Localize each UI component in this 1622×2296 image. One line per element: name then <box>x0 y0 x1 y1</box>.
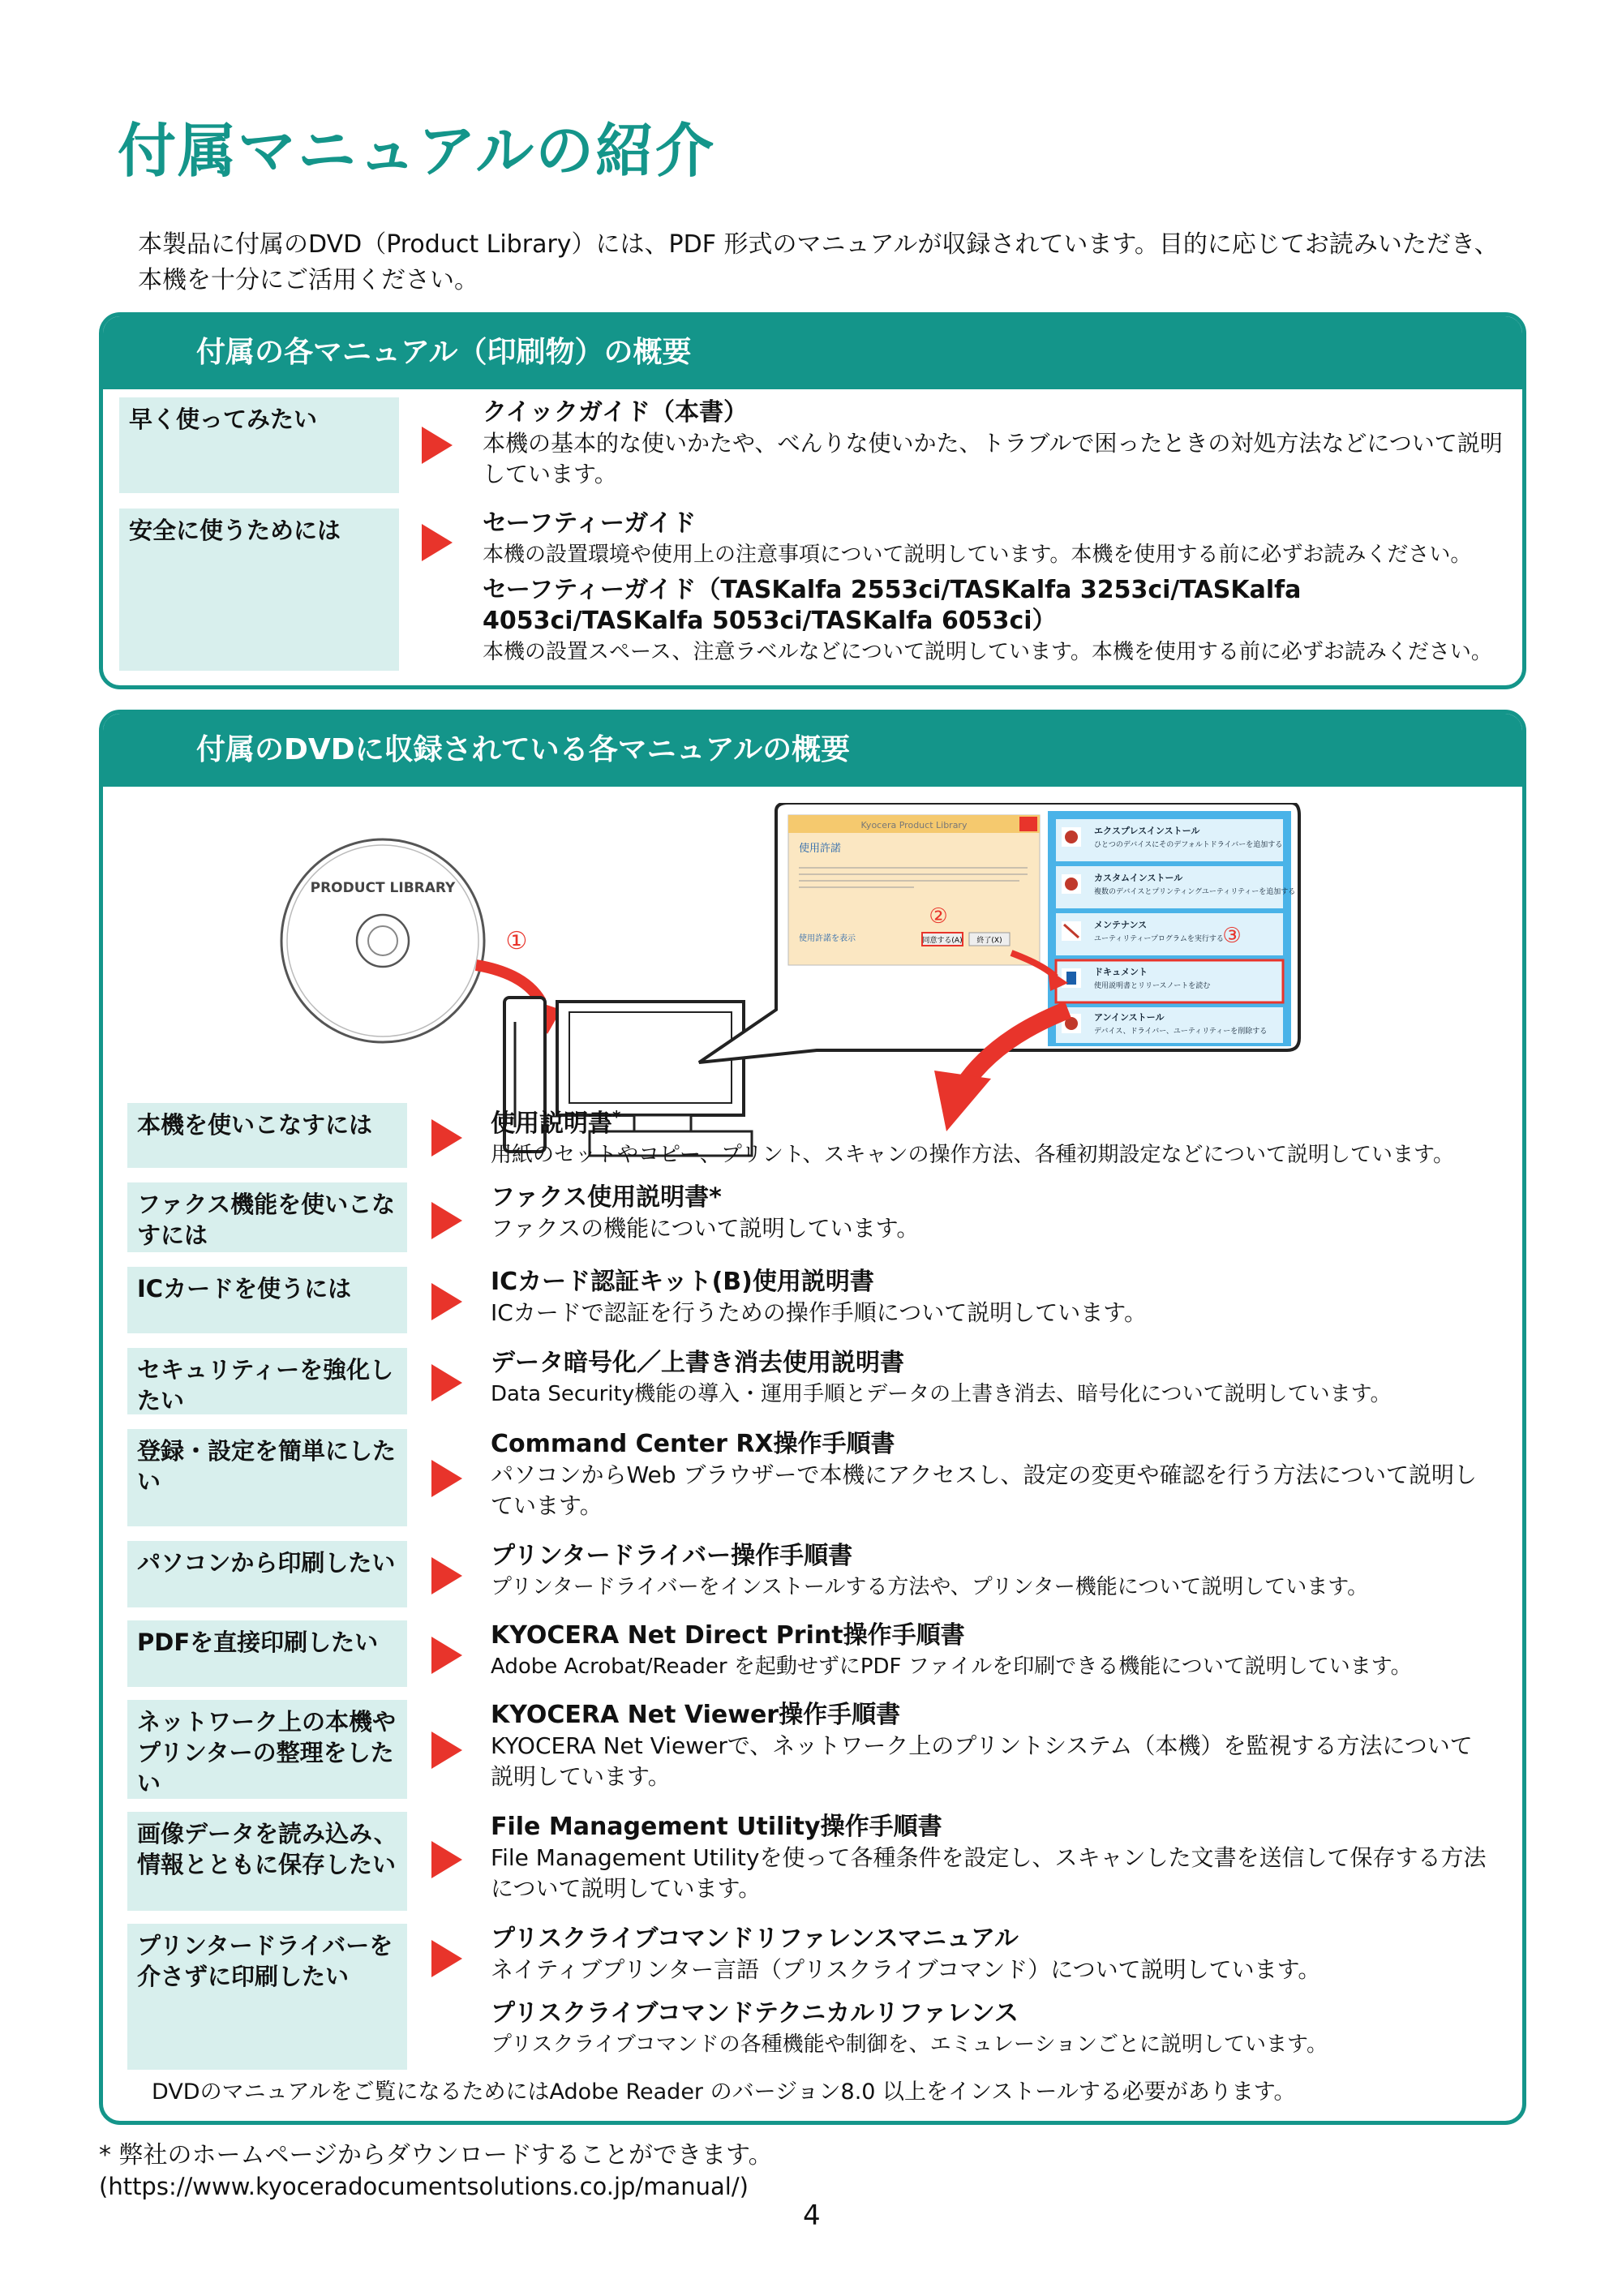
manual-title: KYOCERA Net Viewer操作手順書 <box>491 1701 901 1729</box>
svg-text:同意する(A): 同意する(A) <box>922 937 963 945</box>
manual-description: 用紙のセットやコピー、プリント、スキャンの操作方法、各種初期設定などについて説明しています。 <box>491 1143 1454 1167</box>
manual-description: プリンタードライバーをインストールする方法や、プリンター機能について説明しています。 <box>491 1575 1369 1599</box>
arrow-icon <box>431 1637 462 1674</box>
intro-text: 本製品に付属のDVD（Product Library）には、PDF 形式のマニュアルが収録されています。目的に応じてお読みいただき、本機を十分にご活用ください。 <box>138 230 1499 294</box>
manual-entry <box>491 1541 1517 1603</box>
manual-description: ファクスの機能について説明しています。 <box>491 1215 920 1242</box>
svg-text:アンインストール: アンインストール <box>1094 1012 1165 1023</box>
svg-text:②: ② <box>929 904 948 929</box>
dvd-disc-icon <box>281 839 484 1042</box>
manual-entry <box>491 1700 1480 1792</box>
manual-title: Command Center RX操作手順書 <box>491 1430 895 1458</box>
manual-title: プリスクライブコマンドリファレンスマニュアル <box>491 1925 1019 1953</box>
manual-description: Data Security機能の導入・運用手順とデータの上書き消去、暗号化について説明しています。 <box>491 1382 1392 1406</box>
manual-title: データ暗号化／上書き消去使用説明書 <box>491 1349 904 1377</box>
footnote-mark: * <box>612 1107 621 1127</box>
dvd-manuals-section <box>99 710 1526 2125</box>
manual-entry <box>483 397 1504 490</box>
svg-text:PRODUCT LIBRARY: PRODUCT LIBRARY <box>310 880 456 896</box>
manual-description: KYOCERA Net Viewerで、ネットワーク上のプリントシステム（本機）を監視する方法について説明しています。 <box>491 1732 1473 1790</box>
manual-entry <box>491 1182 1513 1244</box>
manual-description: Adobe Acrobat/Reader を起動せずにPDF ファイルを印刷できる機能について説明しています。 <box>491 1654 1412 1679</box>
svg-text:複数のデバイスとプリンティングユーティリティーを追加する: 複数のデバイスとプリンティングユーティリティーを追加する <box>1094 888 1296 896</box>
manual-description: File Management Utilityを使って各種条件を設定し、スキャンした文書を送信して保存する方法について説明しています。 <box>491 1844 1487 1902</box>
manual-entry <box>491 1812 1496 1904</box>
purpose-label: ICカードを使うには <box>127 1267 407 1333</box>
manual-title: KYOCERA Net Direct Print操作手順書 <box>491 1621 965 1650</box>
manual-entry <box>491 1101 1513 1170</box>
arrow-icon <box>431 1119 462 1157</box>
arrow-icon <box>431 1557 462 1594</box>
manual-description: パソコンからWeb ブラウザーで本機にアクセスし、設定の変更や確認を行う方法について説明しています。 <box>491 1461 1477 1519</box>
manual-title: ICカード認証キット(B)使用説明書 <box>491 1268 874 1296</box>
manual-description: ICカードで認証を行うための操作手順について説明しています。 <box>491 1299 1148 1326</box>
manual-entry <box>491 1348 1517 1410</box>
purpose-label: セキュリティーを強化したい <box>127 1348 407 1414</box>
manual-title: プリスクライブコマンドテクニカルリファレンス <box>491 1999 1019 2028</box>
manual-title: セーフティーガイド <box>483 509 697 538</box>
manual-title: ファクス使用説明書* <box>491 1183 722 1212</box>
manual-title: File Management Utility操作手順書 <box>491 1813 942 1841</box>
arrow-icon <box>431 1841 462 1878</box>
manual-title: プリンタードライバー操作手順書 <box>491 1542 853 1570</box>
manual-description: 本機の設置環境や使用上の注意事項について説明しています。本機を使用する前に必ずお読みください。 <box>483 543 1472 567</box>
purpose-label: ファクス機能を使いこなすには <box>127 1182 407 1252</box>
arrow-icon <box>431 1202 462 1239</box>
manual-title: 使用説明書* <box>491 1107 621 1138</box>
purpose-label: 本機を使いこなすには <box>127 1103 407 1168</box>
svg-text:エクスプレスインストール: エクスプレスインストール <box>1094 826 1200 836</box>
section-heading: 付属のDVDに収録されている各マニュアルの概要 <box>103 714 1522 787</box>
svg-text:終了(X): 終了(X) <box>976 937 1002 945</box>
purpose-label: ネットワーク上の本機やプリンターの整理をしたい <box>127 1700 407 1799</box>
manual-entry <box>491 1620 1517 1682</box>
svg-text:カスタムインストール: カスタムインストール <box>1094 873 1183 883</box>
svg-text:デバイス、ドライバー、ユーティリティーを削除する: デバイス、ドライバー、ユーティリティーを削除する <box>1094 1028 1268 1036</box>
manual-title: セーフティーガイド（TASKalfa 2553ci/TASKalfa 3253ci/TASKalfa 4053ci/TASKalfa 5053ci/TASKalfa 6053ci） <box>483 576 1302 635</box>
arrow-icon <box>431 1460 462 1497</box>
manual-entry <box>483 509 1513 667</box>
footnote-url: (https://www.kyoceradocumentsolutions.co.jp/manual/) <box>99 2173 749 2200</box>
svg-text:Kyocera Product Library: Kyocera Product Library <box>860 820 968 830</box>
svg-text:ユーティリティープログラムを実行する: ユーティリティープログラムを実行する <box>1094 935 1224 943</box>
purpose-label: PDFを直接印刷したい <box>127 1620 407 1687</box>
page-title: 付属マニュアルの紹介 <box>118 117 716 185</box>
section-heading: 付属の各マニュアル（印刷物）の概要 <box>103 316 1522 389</box>
footnote: * 弊社のホームページからダウンロードすることができます。 <box>99 2141 773 2169</box>
purpose-label: パソコンから印刷したい <box>127 1541 407 1607</box>
purpose-label: 早く使ってみたい <box>119 397 399 493</box>
arrow-icon <box>431 1283 462 1320</box>
arrow-icon <box>422 524 453 561</box>
screenshot-callout <box>699 803 1299 1062</box>
manual-description: 本機の設置スペース、注意ラベルなどについて説明しています。本機を使用する前に必ずお読みください。 <box>483 640 1492 664</box>
manual-description: ネイティブプリンター言語（プリスクライブコマンド）について説明しています。 <box>491 1956 1321 1983</box>
manual-entry <box>491 1429 1496 1521</box>
purpose-label: 登録・設定を簡単にしたい <box>127 1429 407 1526</box>
footer-note: DVDのマニュアルをご覧になるためにはAdobe Reader のバージョン8.0 以上をインストールする必要があります。 <box>152 2079 1296 2105</box>
svg-text:ドキュメント: ドキュメント <box>1094 967 1148 977</box>
svg-text:ひとつのデバイスにそのデフォルトドライバーを追加する: ひとつのデバイスにそのデフォルトドライバーを追加する <box>1094 841 1283 849</box>
arrow-icon <box>431 1940 462 1977</box>
manual-description: プリスクライブコマンドの各種機能や制御を、エミュレーションごとに説明しています。 <box>491 2032 1328 2057</box>
page-number: 4 <box>803 2199 821 2232</box>
purpose-label: 画像データを読み込み、情報とともに保存したい <box>127 1812 407 1911</box>
svg-text:使用許諾: 使用許諾 <box>799 843 842 855</box>
arrow-icon <box>431 1732 462 1769</box>
arrow-icon <box>431 1364 462 1401</box>
printed-manuals-section <box>99 312 1526 689</box>
manual-entry <box>491 1267 1513 1328</box>
svg-text:③: ③ <box>1222 924 1242 948</box>
svg-text:使用説明書とリリースノートを読む: 使用説明書とリリースノートを読む <box>1094 982 1211 990</box>
arrow-icon <box>422 427 453 464</box>
manual-entry <box>491 1924 1517 2060</box>
svg-text:メンテナンス: メンテナンス <box>1094 920 1148 930</box>
svg-text:①: ① <box>505 927 528 955</box>
manual-title: クイックガイド（本書） <box>483 398 748 427</box>
svg-text:使用許諾を表示: 使用許諾を表示 <box>799 934 856 943</box>
purpose-label: 安全に使うためには <box>119 509 399 671</box>
manual-description: 本機の基本的な使いかたや、べんりな使いかた、トラブルで困ったときの対処方法などについて説明しています。 <box>483 430 1503 487</box>
purpose-label: プリンタードライバーを介さずに印刷したい <box>127 1924 407 2070</box>
